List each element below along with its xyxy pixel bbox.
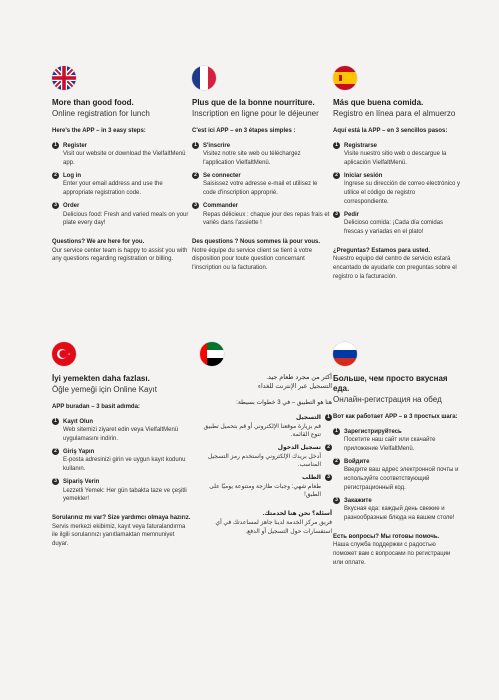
russia-flag-icon	[333, 342, 357, 366]
step-title: التسجيل	[296, 414, 321, 421]
step-item	[52, 478, 192, 504]
step-item	[52, 142, 192, 168]
step-title: Pedir	[344, 211, 360, 218]
step-text: Visit our website or download the VielfaltMenü app.	[63, 151, 186, 167]
step-title: Registrarse	[344, 142, 378, 149]
step-item	[333, 428, 461, 454]
step-title: Giriş Yapın	[63, 448, 95, 455]
step-item	[192, 414, 332, 440]
step-number: 2	[325, 444, 332, 451]
questions-heading: Questions? We are here for you.	[52, 238, 145, 245]
step-item	[52, 448, 192, 474]
uae-flag-icon	[200, 342, 224, 366]
step-number: 3	[333, 211, 340, 218]
step-text: Visitez notre site web ou téléchargez l'application VielfaltMenü.	[203, 151, 301, 167]
section-spanish	[333, 66, 461, 281]
questions-text: فريق مركز الخدمة لدينا جاهز لمساعدتك في أي استفسارات حول التسجيل أو الدفع.	[215, 519, 332, 535]
steps-heading: Aquí está la APP – en 3 sencillos pasos:	[333, 128, 448, 134]
step-number: 2	[192, 172, 199, 179]
step-title: Sipariş Verin	[63, 478, 100, 485]
questions-text: Servis merkezi ekibimiz, kayıt veya faturalandırma ile ilgili sorularınızı yanıtlamaktan memnuniyet duyar.	[52, 523, 186, 547]
section-title: أكثر من مجرد طعام جيد.	[266, 374, 332, 381]
step-text: Repas délicieux : chaque jour des repas frais et variés dans l'assiette !	[203, 211, 330, 227]
step-item	[192, 474, 332, 500]
step-title: Зарегистрируйтесь	[344, 428, 402, 435]
step-number: 1	[52, 142, 59, 149]
step-text: Web sitemizi ziyaret edin veya VielfaltMenü uygulamasını indirin.	[63, 427, 179, 443]
step-number: 1	[192, 142, 199, 149]
questions-heading: ¿Preguntas? Estamos para usted.	[333, 247, 431, 254]
section-turkish	[52, 342, 192, 549]
section-subtitle: Inscription en ligne pour le déjeuner	[192, 109, 319, 118]
step-title: Iniciar sesión	[344, 172, 383, 179]
step-text: Введите ваш адрес электронной почты и используйте соответствующий регистрационный код.	[344, 467, 459, 491]
step-number: 1	[52, 418, 59, 425]
step-number: 3	[52, 202, 59, 209]
step-item	[333, 142, 461, 168]
section-subtitle: Registro en línea para el almuerzo	[333, 109, 456, 118]
step-item	[52, 202, 192, 228]
step-text: Delicious food: Fresh and varied meals on your plate every day!	[63, 211, 189, 227]
questions-heading: Есть вопросы? Мы готовы помочь.	[333, 533, 440, 540]
step-number: 2	[333, 458, 340, 465]
section-title: Más que buena comida.	[333, 98, 424, 107]
step-text: Вкусная еда: каждый день свежие и разнообразные блюда на вашем столе!	[344, 506, 455, 521]
step-item	[52, 172, 192, 198]
step-text: E-posta adresinizi girin ve uygun kayıt kodunu kullanın.	[63, 457, 186, 473]
step-number: 3	[192, 202, 199, 209]
step-item	[333, 458, 461, 493]
step-number: 1	[333, 142, 340, 149]
france-flag-icon	[192, 66, 216, 90]
step-title: الطلب	[302, 475, 321, 482]
step-item	[333, 211, 461, 237]
questions-text: Our service center team is happy to assist you with any questions regarding registration or billing.	[52, 247, 188, 263]
step-item	[192, 142, 332, 168]
step-item	[52, 418, 192, 444]
turkey-flag-icon	[52, 342, 76, 366]
section-title: More than good food.	[52, 98, 134, 107]
step-title: Order	[63, 202, 80, 209]
step-text: أدخل بريدك الإلكتروني واستخدم رمز التسجيل المناسب.	[207, 453, 321, 469]
section-subtitle: Öğle yemeği için Online Kayıt	[52, 385, 157, 394]
section-subtitle: Онлайн-регистрация на обед	[333, 395, 442, 404]
section-russian	[333, 342, 461, 567]
section-arabic	[192, 342, 332, 536]
step-number: 3	[325, 474, 332, 481]
steps-heading: هنا هو التطبيق – في 3 خطوات بسيطة:	[236, 400, 332, 407]
step-title: Commander	[203, 202, 239, 209]
step-title: Register	[63, 142, 88, 149]
steps-heading: Here's the APP – in 3 easy steps:	[52, 128, 146, 134]
step-text: طعام شهي: وجبات طازجة ومتنوعة يوميًا على الطبق!	[209, 483, 321, 499]
section-title: Plus que de la bonne nourriture.	[192, 98, 315, 107]
questions-text: Nuestro equipo del centro de servicio estará encantado de ayudarle con preguntas sobre el registro o la facturación.	[333, 256, 457, 280]
step-item	[192, 202, 332, 228]
step-number: 1	[325, 414, 332, 421]
step-title: S'inscrire	[203, 142, 231, 149]
section-english	[52, 66, 192, 264]
step-text: Посетите наш сайт или скачайте приложение VielfaltMenü.	[344, 437, 436, 453]
step-title: Kayıt Olun	[63, 418, 94, 425]
step-number: 2	[52, 448, 59, 455]
step-text: Saisissez votre adresse e-mail et utilisez le code d'inscription approprié.	[203, 181, 318, 197]
questions-text: Наша служба поддержки с радостью поможет вам с вопросами по регистрации или оплате.	[333, 542, 451, 566]
step-title: Закажите	[344, 497, 372, 504]
spain-flag-icon	[333, 66, 357, 90]
section-french	[192, 66, 332, 273]
step-number: 1	[333, 428, 340, 435]
step-text: Enter your email address and use the appropriate registration code.	[63, 181, 163, 197]
step-text: Delicioso comida: ¡Cada día comidas frescas y variadas en el plato!	[344, 220, 444, 235]
steps-heading: C'est ici APP – en 3 étapes simples :	[192, 128, 296, 134]
questions-heading: أسئلة؟ نحن هنا لخدمتك.	[262, 511, 332, 518]
questions-text: Notre équipe du service client se tient à votre disposition pour toute question concernant l'inscription ou la facturation.	[192, 247, 313, 271]
step-text: قم بزيارة موقعنا الإلكتروني أو قم بتحميل تطبيق تنوع القائمة.	[203, 423, 321, 439]
section-title: İyi yemekten daha fazlası.	[52, 374, 150, 383]
steps-heading: APP buradan – 3 basit adımda:	[52, 404, 140, 410]
section-subtitle: التسجيل عبر الإنترنت للغداء	[257, 383, 332, 391]
steps-heading: Вот как работает APP – в 3 простых шага:	[333, 414, 458, 420]
step-number: 2	[333, 172, 340, 179]
step-item	[192, 172, 332, 198]
questions-heading: Sorularınız mı var? Size yardımcı olmaya hazırız.	[52, 514, 191, 521]
section-title: Больше, чем просто вкусная еда.	[333, 374, 448, 393]
step-text: Lezzetli Yemek: Her gün tabakta taze ve çeşitli yemekler!	[63, 487, 187, 503]
step-number: 3	[333, 497, 340, 504]
step-title: Se connecter	[203, 172, 241, 179]
questions-heading: Des questions ? Nous sommes là pour vous.	[192, 238, 321, 245]
step-text: Ingrese su dirección de correo electrónico y utilice el código de registro correspondiente.	[344, 181, 461, 205]
step-number: 2	[52, 172, 59, 179]
step-title: تسجيل الدخول	[277, 445, 321, 451]
step-number: 3	[52, 478, 59, 485]
section-subtitle: Online registration for lunch	[52, 109, 150, 118]
step-title: Log in	[63, 172, 81, 179]
step-item	[333, 172, 461, 207]
step-text: Visite nuestro sitio web o descargue la aplicación VielfaltMenü.	[344, 151, 447, 167]
step-item	[192, 444, 332, 470]
step-item	[333, 497, 461, 523]
step-title: Войдите	[344, 458, 370, 465]
uk-flag-icon	[52, 66, 76, 90]
